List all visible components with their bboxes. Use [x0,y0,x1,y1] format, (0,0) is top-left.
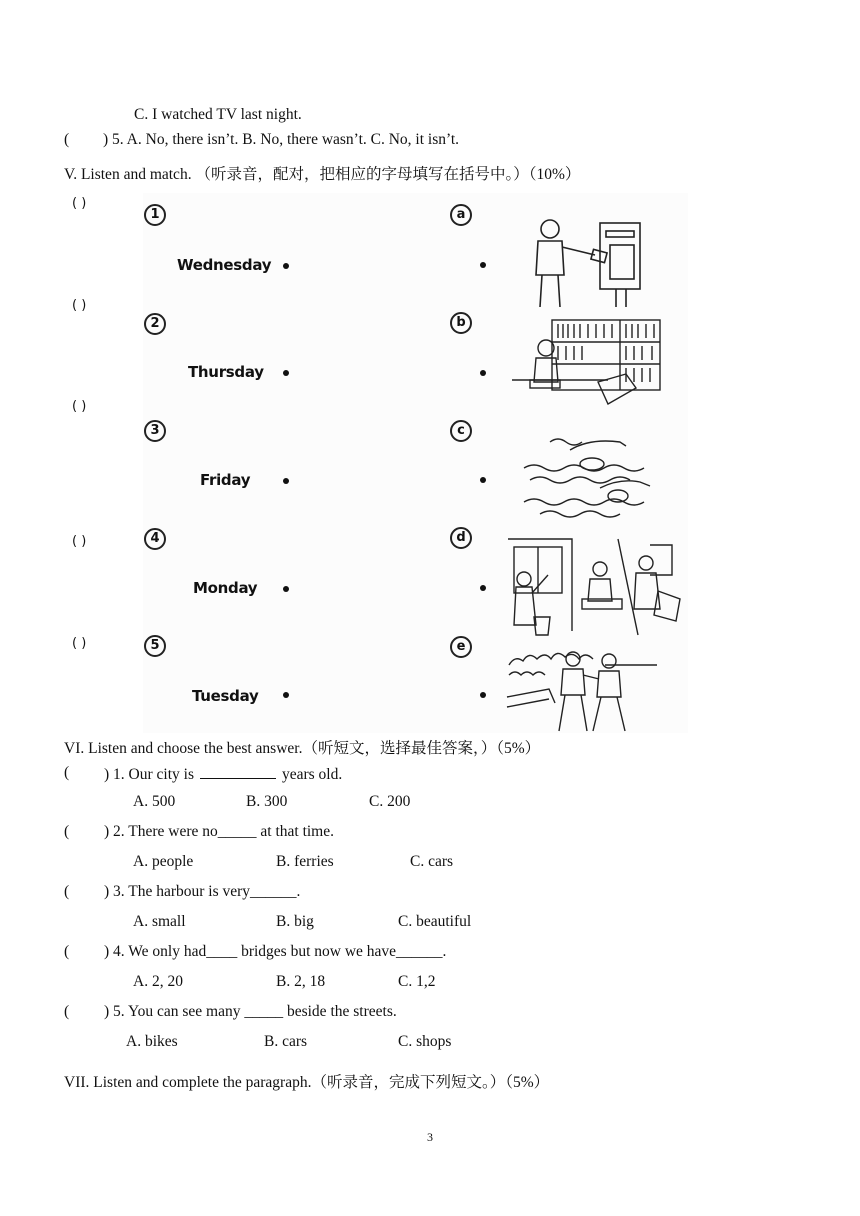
number-circle-3: 3 [144,420,166,442]
picture-children-walking-park [505,645,660,735]
vi-q5-text: ) 5. You can see many _____ beside the streets. [104,1003,397,1020]
vi-q5-option-b: B. cars [264,1033,308,1050]
vi-q1-option-c: C. 200 [369,793,411,810]
answer-paren-4[interactable]: ( ) [72,534,87,549]
left-dot-4[interactable] [283,586,289,592]
answer-paren-2[interactable]: ( ) [72,298,87,313]
vi-q4-option-c: C. 1,2 [398,973,436,990]
answer-paren-1[interactable]: ( ) [72,196,87,211]
vi-q5-paren[interactable]: ( [64,1003,70,1020]
picture-cleaning-house [500,535,685,640]
vi-q1-text-after: years old. [281,766,343,783]
number-circle-4: 4 [144,528,166,550]
right-dot-d[interactable] [480,585,486,591]
letter-circle-b: b [450,312,472,334]
question-5-text: ) 5. A. No, there isn’t. B. No, there wasn’t. C. No, it isn’t. [103,131,460,148]
option-c-line: C. I watched TV last night. [134,106,302,123]
vi-q2-option-b: B. ferries [276,853,334,870]
answer-paren-5[interactable]: ( ) [72,636,87,651]
vi-q1-text [104,764,342,784]
left-dot-3[interactable] [283,478,289,484]
right-dot-c[interactable] [480,477,486,483]
vi-q1-paren[interactable]: ( [64,764,70,781]
day-wednesday: Wednesday [177,256,272,274]
vi-q2-paren[interactable]: ( [64,823,70,840]
day-tuesday: Tuesday [192,687,259,705]
vi-q2-text: ) 2. There were no_____ at that time. [104,823,334,840]
picture-girl-reading-in-library [508,318,663,408]
picture-boy-posting-letter [520,215,650,310]
answer-paren-3[interactable]: ( ) [72,399,87,414]
vi-q4-text: ) 4. We only had____ bridges but now we have______. [104,943,447,960]
day-monday: Monday [193,579,258,597]
letter-circle-a: a [450,204,472,226]
vi-q4-option-b: B. 2, 18 [276,973,326,990]
vi-q5-option-a: A. bikes [126,1033,178,1050]
number-circle-5: 5 [144,635,166,657]
letter-circle-e: e [450,636,472,658]
vi-q5-option-c: C. shops [398,1033,452,1050]
section-vi-title: VI. Listen and choose the best answer.（听短文，选择最佳答案，）（5%） [64,740,541,757]
vi-q3-paren[interactable]: ( [64,883,70,900]
page-number: 3 [427,1130,433,1144]
vi-q3-option-a: A. small [133,913,186,930]
day-thursday: Thursday [188,363,264,381]
right-dot-e[interactable] [480,692,486,698]
vi-q1-option-a: A. 500 [133,793,176,810]
vi-q3-option-b: B. big [276,913,314,930]
vi-q1-text-before: ) 1. Our city is [104,766,194,783]
picture-people-swimming [520,430,660,520]
vi-q1-blank[interactable] [200,764,276,779]
letter-circle-c: c [450,420,472,442]
number-circle-2: 2 [144,313,166,335]
question-5-paren: ( [64,131,70,148]
right-dot-b[interactable] [480,370,486,376]
section-vii-title: VII. Listen and complete the paragraph.（听录音，完成下列短文。）（5%） [64,1074,550,1091]
day-friday: Friday [200,471,251,489]
vi-q2-option-c: C. cars [410,853,454,870]
vi-q4-option-a: A. 2, 20 [133,973,183,990]
vi-q2-option-a: A. people [133,853,194,870]
vi-q1-option-b: B. 300 [246,793,288,810]
left-dot-2[interactable] [283,370,289,376]
number-circle-1: 1 [144,204,166,226]
section-v-title: V. Listen and match. （听录音，配对，把相应的字母填写在括号中。）（10%） [64,166,581,183]
vi-q3-option-c: C. beautiful [398,913,472,930]
left-dot-5[interactable] [283,692,289,698]
vi-q4-paren[interactable]: ( [64,943,70,960]
right-dot-a[interactable] [480,262,486,268]
vi-q3-text: ) 3. The harbour is very______. [104,883,301,900]
left-dot-1[interactable] [283,263,289,269]
letter-circle-d: d [450,527,472,549]
